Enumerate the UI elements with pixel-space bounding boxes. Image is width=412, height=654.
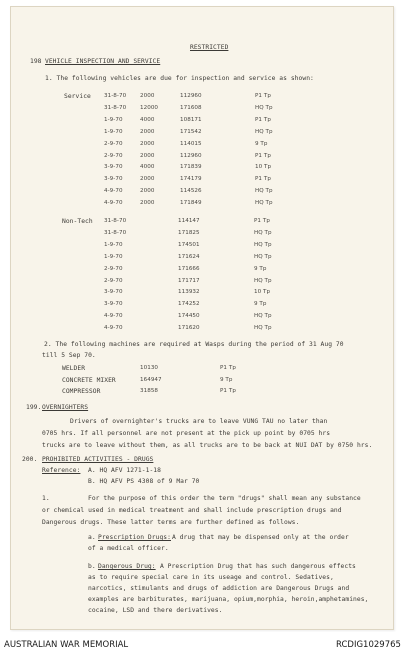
classification-marking: RESTRICTED <box>190 44 229 51</box>
nontech-row-date: 2-9-70 <box>104 266 123 272</box>
service-row-date: 4-9-70 <box>104 188 123 194</box>
nontech-row-date: 3-9-70 <box>104 289 123 295</box>
machine-name: WELDER <box>62 365 86 372</box>
service-row-km: 4000 <box>140 117 155 123</box>
section-198-para-2-line-1: 2. The following machines are required at Wasps during the period of 31 Aug 70 <box>44 341 344 348</box>
nontech-row-date: 31-8-70 <box>104 230 127 236</box>
machine-unit: P1 Tp <box>220 388 236 394</box>
service-row-reg: 174179 <box>180 176 202 182</box>
machine-number: 164947 <box>140 377 162 383</box>
reference-b: B. HQ AFV PS 4308 of 9 Mar 70 <box>88 478 200 485</box>
section-200-para-1-number: 1. <box>42 495 50 502</box>
service-row-unit: HQ Tp <box>255 129 273 135</box>
nontech-row-unit: 9 Tp <box>254 301 267 307</box>
reference-a: A. HQ AFV 1271-1-18 <box>88 467 161 474</box>
subpara-b-line-3: narcotics, stimulants and drugs of addiction are Dangerous Drugs and <box>88 585 350 592</box>
subpara-a-label: a. <box>88 534 96 541</box>
nontech-row-date: 4-9-70 <box>104 325 123 331</box>
service-row-km: 4000 <box>140 164 155 170</box>
nontech-row-reg: 114147 <box>178 218 200 224</box>
nontech-row-reg: 171825 <box>178 230 200 236</box>
subpara-b-line-2: as to require special care in its useage and control. Sedatives, <box>88 574 334 581</box>
service-row-km: 2000 <box>140 200 155 206</box>
service-row-unit: P1 Tp <box>255 153 271 159</box>
subpara-b-line-5: cocaine, LSD and there derivatives. <box>88 607 223 614</box>
section-200-para-1-line-2: or chemical used in medical treatment and shall include prescription drugs and <box>42 507 342 514</box>
machine-number: 10130 <box>140 365 159 371</box>
subpara-a-term: Prescription Drugs: <box>98 534 171 541</box>
nontech-row-reg: 171624 <box>178 254 200 260</box>
nontech-row-date: 3-9-70 <box>104 301 123 307</box>
nontech-row-unit: HQ Tp <box>254 230 272 236</box>
footer-record-id: RCDIG1029765 <box>336 640 401 650</box>
machine-number: 31858 <box>140 388 159 394</box>
service-row-unit: HQ Tp <box>255 200 273 206</box>
service-row-unit: P1 Tp <box>255 93 271 99</box>
reference-label: Reference: <box>42 467 81 474</box>
service-row-reg: 114526 <box>180 188 202 194</box>
nontech-row-reg: 171666 <box>178 266 200 272</box>
service-row-km: 2000 <box>140 93 155 99</box>
nontech-row-date: 1-9-70 <box>104 254 123 260</box>
service-row-unit: HQ Tp <box>255 105 273 111</box>
subpara-b-line-1: A Prescription Drug that has such dangerous effects <box>160 563 356 570</box>
service-row-unit: P1 Tp <box>255 117 271 123</box>
service-row-km: 12000 <box>140 105 159 111</box>
service-row-reg: 108171 <box>180 117 202 123</box>
service-row-unit: 9 Tp <box>255 141 268 147</box>
archive-footer <box>0 632 412 654</box>
service-row-km: 2000 <box>140 153 155 159</box>
service-row-date: 1-9-70 <box>104 117 123 123</box>
machine-name: COMPRESSOR <box>62 388 101 395</box>
service-row-reg: 171608 <box>180 105 202 111</box>
section-198-para-2-line-2: till 5 Sep 70. <box>42 352 96 359</box>
machine-unit: 9 Tp <box>220 377 233 383</box>
service-row-reg: 114015 <box>180 141 202 147</box>
service-label: Service <box>64 93 91 100</box>
nontech-row-unit: HQ Tp <box>254 313 272 319</box>
section-200-number: 200. <box>22 456 38 463</box>
service-row-reg: 171839 <box>180 164 202 170</box>
service-row-km: 2000 <box>140 176 155 182</box>
service-row-unit: 10 Tp <box>255 164 272 170</box>
service-row-unit: P1 Tp <box>255 176 271 182</box>
section-198-number: 198 <box>30 58 42 65</box>
section-200-para-1-line-3: Dangerous drugs. These latter terms are further defined as follows. <box>42 519 300 526</box>
service-row-unit: HQ Tp <box>255 188 273 194</box>
nontech-row-unit: P1 Tp <box>254 218 270 224</box>
service-row-km: 2000 <box>140 129 155 135</box>
nontech-label: Non-Tech <box>62 218 93 225</box>
nontech-row-unit: 9 Tp <box>254 266 267 272</box>
nontech-row-reg: 171717 <box>178 278 200 284</box>
nontech-row-unit: 10 Tp <box>254 289 271 295</box>
nontech-row-date: 2-9-70 <box>104 278 123 284</box>
service-row-reg: 112960 <box>180 93 202 99</box>
nontech-row-date: 31-8-70 <box>104 218 127 224</box>
subpara-b-term: Dangerous Drug: <box>98 563 156 570</box>
nontech-row-reg: 174450 <box>178 313 200 319</box>
section-199-line-2: 0705 hrs. If all personnel are not present at the pick up point by 0705 hrs <box>42 430 331 437</box>
footer-institution: AUSTRALIAN WAR MEMORIAL <box>4 640 129 650</box>
section-199-line-1: Drivers of overnighter's trucks are to leave VUNG TAU no later than <box>70 418 328 425</box>
machine-name: CONCRETE MIXER <box>62 377 116 384</box>
section-199-number: 199. <box>26 404 42 411</box>
service-row-date: 31-8-70 <box>104 93 127 99</box>
service-row-date: 3-9-70 <box>104 164 123 170</box>
nontech-row-reg: 174501 <box>178 242 200 248</box>
service-row-date: 2-9-70 <box>104 153 123 159</box>
nontech-row-reg: 174252 <box>178 301 200 307</box>
section-199-line-3: trucks are to leave without them, as all trucks are to be back at NUI DAT by 0750 hrs. <box>42 442 373 449</box>
nontech-row-date: 4-9-70 <box>104 313 123 319</box>
section-198-para-1: 1. The following vehicles are due for inspection and service as shown: <box>45 75 314 82</box>
service-row-date: 31-8-70 <box>104 105 127 111</box>
service-row-reg: 171849 <box>180 200 202 206</box>
machine-unit: P1 Tp <box>220 365 236 371</box>
subpara-a-line-2: of a medical officer. <box>88 545 169 552</box>
nontech-row-reg: 113932 <box>178 289 200 295</box>
service-row-date: 1-9-70 <box>104 129 123 135</box>
subpara-a-line-1: A drug that may be dispensed only at the order <box>172 534 349 541</box>
nontech-row-unit: HQ Tp <box>254 278 272 284</box>
service-row-reg: 171542 <box>180 129 202 135</box>
section-198-heading: VEHICLE INSPECTION AND SERVICE <box>45 58 161 65</box>
service-row-date: 2-9-70 <box>104 141 123 147</box>
service-row-date: 4-9-70 <box>104 200 123 206</box>
subpara-b-label: b. <box>88 563 96 570</box>
nontech-row-unit: HQ Tp <box>254 325 272 331</box>
service-row-date: 3-9-70 <box>104 176 123 182</box>
service-row-km: 2000 <box>140 141 155 147</box>
service-row-reg: 112960 <box>180 153 202 159</box>
section-200-heading: PROHIBITED ACTIVITIES - DRUGS <box>42 456 154 463</box>
section-200-para-1-line-1: For the purpose of this order the term "drugs" shall mean any substance <box>88 495 361 502</box>
nontech-row-unit: HQ Tp <box>254 254 272 260</box>
service-row-km: 2000 <box>140 188 155 194</box>
nontech-row-reg: 171620 <box>178 325 200 331</box>
nontech-row-unit: HQ Tp <box>254 242 272 248</box>
subpara-b-line-4: examples are barbiturates, marijuana, opium,morphia, heroin,amphetamines, <box>88 596 369 603</box>
nontech-row-date: 1-9-70 <box>104 242 123 248</box>
section-199-heading: OVERNIGHTERS <box>42 404 89 411</box>
